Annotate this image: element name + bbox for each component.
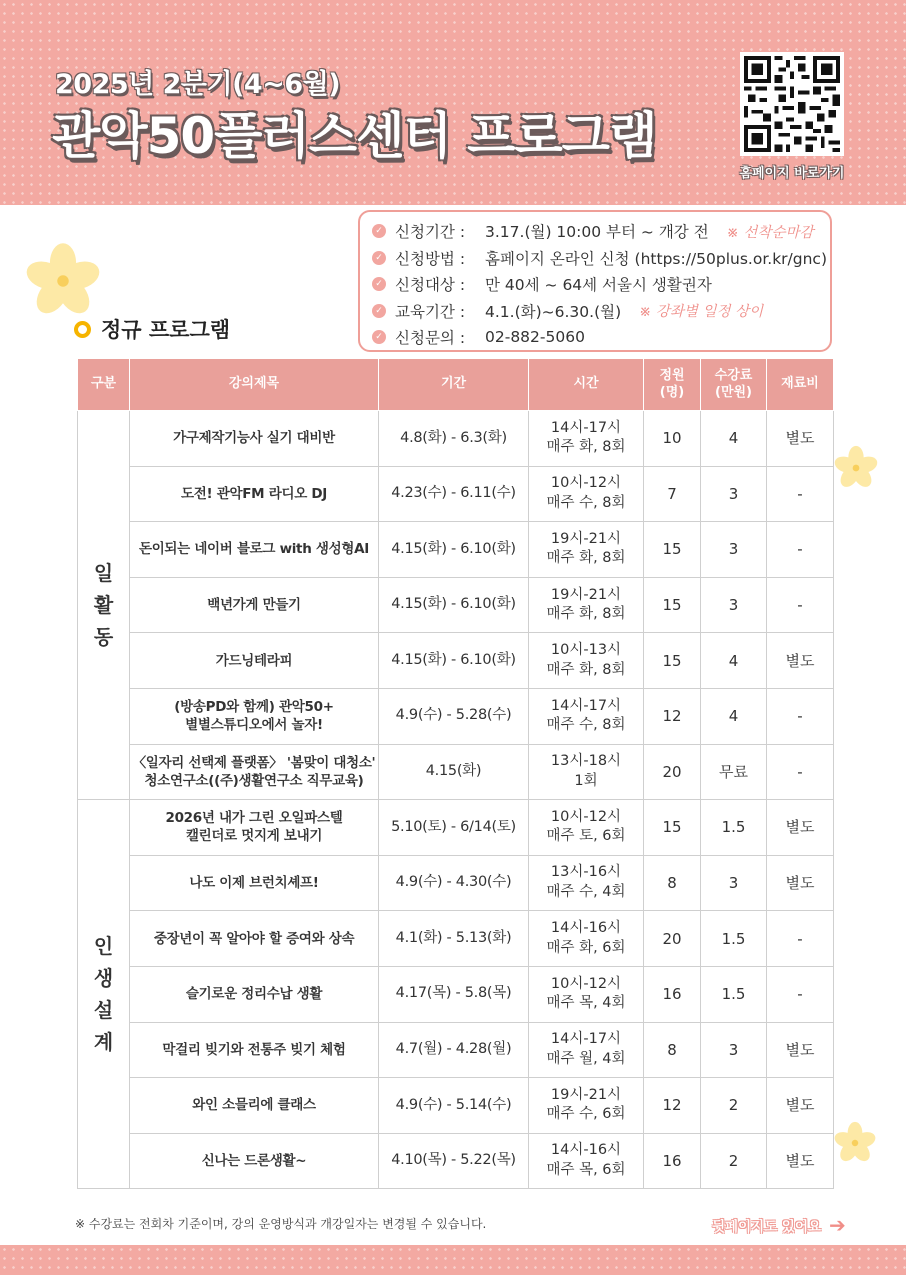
capacity-cell: 8	[644, 855, 701, 911]
period-cell: 4.15(화) - 6.10(화)	[379, 633, 529, 689]
flower-decoration-icon	[22, 240, 104, 322]
course-title-cell: 백년가게 만들기	[130, 577, 379, 633]
capacity-cell: 7	[644, 466, 701, 522]
fee-cell: 2	[701, 1133, 767, 1189]
info-row-contact	[372, 324, 830, 351]
materials-cell: 별도	[767, 855, 834, 911]
table-body	[78, 411, 834, 1189]
materials-cell: 별도	[767, 633, 834, 689]
table-row	[78, 466, 834, 522]
arrow-right-icon: ➔	[829, 1213, 846, 1237]
capacity-cell: 15	[644, 577, 701, 633]
course-title-cell: 〈일자리 선택제 플랫폼〉 '봄맞이 대청소' 청소연구소((주)생활연구소 직무교육)	[130, 744, 379, 800]
table-row	[78, 577, 834, 633]
time-cell: 19시-21시 매주 수, 6회	[529, 1078, 644, 1134]
period-cell: 4.15(화) - 6.10(화)	[379, 577, 529, 633]
materials-cell: -	[767, 966, 834, 1022]
info-label: 교육기간 :	[395, 302, 466, 321]
program-table	[77, 358, 834, 1189]
capacity-cell: 8	[644, 1022, 701, 1078]
time-cell: 10시-13시 매주 화, 8회	[529, 633, 644, 689]
header-fee: 수강료 (만원)	[701, 359, 767, 411]
check-icon: ✓	[372, 330, 386, 344]
info-value: 3.17.(월) 10:00 부터 ~ 개강 전	[485, 223, 709, 242]
table-row	[78, 744, 834, 800]
fee-cell: 3	[701, 466, 767, 522]
fee-cell: 3	[701, 577, 767, 633]
period-cell: 4.17(목) - 5.8(목)	[379, 966, 529, 1022]
capacity-cell: 20	[644, 744, 701, 800]
fee-cell: 3	[701, 855, 767, 911]
check-icon: ✓	[372, 304, 386, 318]
table-row	[78, 633, 834, 689]
materials-cell: 별도	[767, 1078, 834, 1134]
period-cell: 4.9(수) - 5.14(수)	[379, 1078, 529, 1134]
time-cell: 14시-17시 매주 월, 4회	[529, 1022, 644, 1078]
info-value[interactable]: 홈페이지 온라인 신청 (https://50plus.or.kr/gnc)	[485, 249, 828, 268]
flower-decoration-icon	[832, 444, 880, 492]
time-cell: 10시-12시 매주 목, 4회	[529, 966, 644, 1022]
table-row	[78, 522, 834, 578]
info-value: 02-882-5060	[485, 328, 585, 347]
table-header-row	[78, 359, 834, 411]
course-title-cell: 신나는 드론생활~	[130, 1133, 379, 1189]
materials-cell: -	[767, 744, 834, 800]
period-cell: 4.15(화) - 6.10(화)	[379, 522, 529, 578]
flower-decoration-icon	[832, 1120, 878, 1166]
fee-cell: 4	[701, 688, 767, 744]
info-note: ※ 강좌별 일정 상이	[639, 304, 764, 321]
circle-bullet-icon	[74, 321, 91, 338]
course-title-cell: 와인 소믈리에 클래스	[130, 1078, 379, 1134]
time-cell: 13시-18시 1회	[529, 744, 644, 800]
header-category: 구분	[78, 359, 130, 411]
footnote: ※ 수강료는 전회차 기준이며, 강의 운영방식과 개강일자는 변경될 수 있습니다.	[75, 1217, 487, 1231]
period-cell: 4.10(목) - 5.22(목)	[379, 1133, 529, 1189]
next-page-link[interactable]	[712, 1213, 846, 1237]
fee-cell: 3	[701, 522, 767, 578]
period-cell: 5.10(토) - 6/14(토)	[379, 800, 529, 856]
quarter-subtitle: 2025년 2분기(4~6월)	[55, 69, 341, 100]
fee-cell: 4	[701, 633, 767, 689]
fee-cell: 1.5	[701, 800, 767, 856]
course-title-cell: 막걸리 빚기와 전통주 빚기 체험	[130, 1022, 379, 1078]
time-cell: 19시-21시 매주 화, 8회	[529, 577, 644, 633]
info-row-method	[372, 245, 830, 272]
materials-cell: -	[767, 522, 834, 578]
qr-code-icon	[744, 56, 840, 152]
time-cell: 14시-16시 매주 목, 6회	[529, 1133, 644, 1189]
capacity-cell: 12	[644, 1078, 701, 1134]
capacity-cell: 15	[644, 522, 701, 578]
capacity-cell: 15	[644, 633, 701, 689]
materials-cell: -	[767, 911, 834, 967]
fee-cell: 1.5	[701, 966, 767, 1022]
info-value: 만 40세 ~ 64세 서울시 생활권자	[485, 276, 712, 295]
capacity-cell: 20	[644, 911, 701, 967]
info-label: 신청방법 :	[395, 249, 466, 268]
materials-cell: 별도	[767, 411, 834, 467]
period-cell: 4.9(수) - 5.28(수)	[379, 688, 529, 744]
materials-cell: -	[767, 577, 834, 633]
fee-cell: 1.5	[701, 911, 767, 967]
period-cell: 4.23(수) - 6.11(수)	[379, 466, 529, 522]
category-cell: 일 활 동	[78, 411, 130, 800]
period-cell: 4.1(화) - 5.13(화)	[379, 911, 529, 967]
application-info-box	[358, 210, 832, 352]
table-row	[78, 1133, 834, 1189]
info-value: 4.1.(화)~6.30.(월)	[485, 302, 622, 321]
course-title-cell: 슬기로운 정리수납 생활	[130, 966, 379, 1022]
materials-cell: 별도	[767, 800, 834, 856]
table-row	[78, 688, 834, 744]
header-period: 기간	[379, 359, 529, 411]
time-cell: 10시-12시 매주 토, 6회	[529, 800, 644, 856]
course-title-cell: 돈이되는 네이버 블로그 with 생성형AI	[130, 522, 379, 578]
header-time: 시간	[529, 359, 644, 411]
capacity-cell: 16	[644, 1133, 701, 1189]
header-course: 강의제목	[130, 359, 379, 411]
capacity-cell: 12	[644, 688, 701, 744]
course-title-cell: 가구제작기능사 실기 대비반	[130, 411, 379, 467]
category-cell: 인 생 설 계	[78, 800, 130, 1189]
homepage-qr-code[interactable]	[740, 52, 844, 156]
header-materials: 재료비	[767, 359, 834, 411]
course-title-cell: 가드닝테라피	[130, 633, 379, 689]
capacity-cell: 16	[644, 966, 701, 1022]
info-label: 신청문의 :	[395, 329, 466, 348]
page-title: 관악50플러스센터 프로그램	[52, 107, 657, 165]
check-icon: ✓	[372, 277, 386, 291]
course-title-cell: 2026년 내가 그린 오일파스텔 캘린더로 멋지게 보내기	[130, 800, 379, 856]
fee-cell: 무료	[701, 744, 767, 800]
table-row	[78, 411, 834, 467]
period-cell: 4.9(수) - 4.30(수)	[379, 855, 529, 911]
table-row	[78, 800, 834, 856]
info-row-education-period	[372, 298, 830, 325]
course-title-cell: 도전! 관악FM 라디오 DJ	[130, 466, 379, 522]
time-cell: 13시-16시 매주 수, 4회	[529, 855, 644, 911]
table-row	[78, 966, 834, 1022]
time-cell: 14시-17시 매주 수, 8회	[529, 688, 644, 744]
period-cell: 4.15(화)	[379, 744, 529, 800]
time-cell: 14시-16시 매주 화, 6회	[529, 911, 644, 967]
period-cell: 4.7(월) - 4.28(월)	[379, 1022, 529, 1078]
table-row	[78, 911, 834, 967]
materials-cell: 별도	[767, 1133, 834, 1189]
section-heading	[74, 314, 230, 344]
header-capacity: 정원 (명)	[644, 359, 701, 411]
table-row	[78, 855, 834, 911]
time-cell: 10시-12시 매주 수, 8회	[529, 466, 644, 522]
fee-cell: 3	[701, 1022, 767, 1078]
period-cell: 4.8(화) - 6.3(화)	[379, 411, 529, 467]
course-title-cell: 나도 이제 브런치셰프!	[130, 855, 379, 911]
course-title-cell: (방송PD와 함께) 관악50+ 별별스튜디오에서 놀자!	[130, 688, 379, 744]
time-cell: 14시-17시 매주 화, 8회	[529, 411, 644, 467]
info-note: ※ 선착순마감	[726, 224, 814, 241]
info-label: 신청대상 :	[395, 276, 466, 295]
next-page-label: 뒷페이지도 있어요	[712, 1219, 822, 1235]
table-row	[78, 1022, 834, 1078]
materials-cell: -	[767, 466, 834, 522]
qr-label: 홈페이지 바로가기	[739, 166, 845, 181]
section-title: 정규 프로그램	[101, 318, 231, 342]
materials-cell: -	[767, 688, 834, 744]
capacity-cell: 15	[644, 800, 701, 856]
check-icon: ✓	[372, 251, 386, 265]
time-cell: 19시-21시 매주 화, 8회	[529, 522, 644, 578]
fee-cell: 2	[701, 1078, 767, 1134]
info-row-period	[372, 218, 830, 245]
fee-cell: 4	[701, 411, 767, 467]
info-row-target	[372, 271, 830, 298]
footer-band	[0, 1245, 906, 1275]
table-row	[78, 1078, 834, 1134]
check-icon: ✓	[372, 224, 386, 238]
materials-cell: 별도	[767, 1022, 834, 1078]
capacity-cell: 10	[644, 411, 701, 467]
info-label: 신청기간 :	[395, 223, 466, 242]
course-title-cell: 중장년이 꼭 알아야 할 증여와 상속	[130, 911, 379, 967]
